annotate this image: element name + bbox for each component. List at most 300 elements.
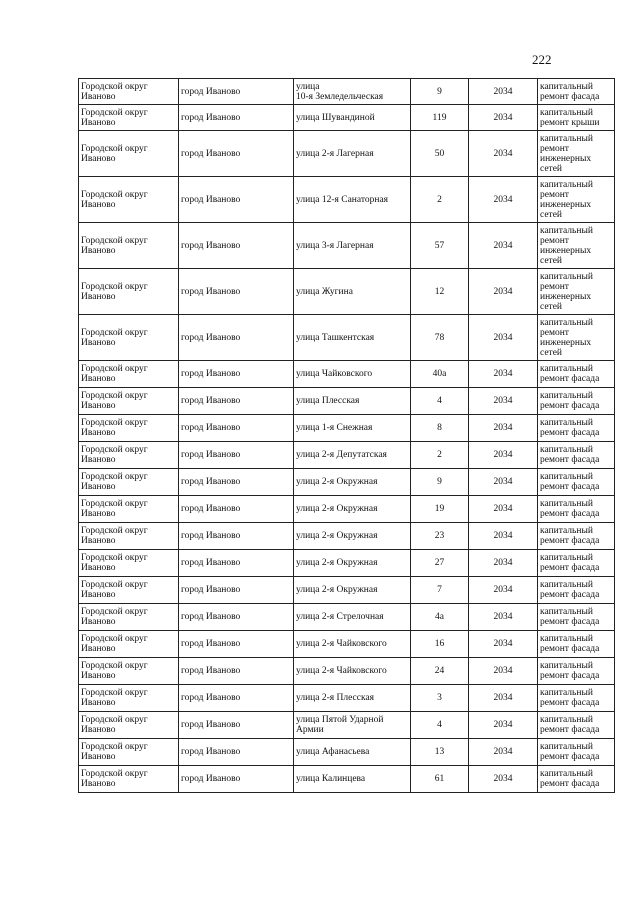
street-cell-text: улица 3-я Лагерная [296, 240, 374, 251]
city-cell [179, 604, 294, 631]
house-number-cell-text: 23 [434, 531, 445, 541]
district-cell-text: Городской округ Иваново [81, 281, 148, 302]
street-cell [294, 79, 411, 105]
house-number-cell-text: 8 [437, 423, 442, 433]
year-cell-text: 2034 [493, 396, 513, 406]
street-cell-text: улица Жугина [296, 286, 353, 297]
year-cell-text: 2034 [493, 194, 513, 205]
street-cell [294, 712, 411, 739]
district-cell-text: Городской округ Иваново [81, 661, 148, 681]
work-type-cell [538, 177, 615, 223]
table-row [79, 361, 615, 388]
work-type-cell [538, 739, 615, 766]
table-row [79, 388, 615, 415]
city-cell-text: город Иваново [181, 240, 241, 251]
city-cell [179, 550, 294, 577]
district-cell-text: Городской округ Иваново [81, 499, 148, 519]
street-cell-text: улица Афанасьева [296, 747, 370, 757]
year-cell [469, 685, 538, 712]
year-cell [469, 631, 538, 658]
house-number-cell [411, 415, 469, 442]
work-type-cell [538, 766, 615, 793]
year-cell-text: 2034 [493, 477, 513, 487]
house-number-cell-text: 2 [437, 194, 442, 205]
district-cell [79, 223, 179, 269]
district-cell [79, 496, 179, 523]
district-cell [79, 177, 179, 223]
table-row [79, 550, 615, 577]
house-number-cell [411, 79, 469, 105]
table-row [79, 496, 615, 523]
district-cell [79, 685, 179, 712]
work-type-cell [538, 577, 615, 604]
year-cell [469, 550, 538, 577]
year-cell-text: 2034 [493, 693, 513, 703]
street-cell [294, 523, 411, 550]
city-cell [179, 177, 294, 223]
district-cell [79, 739, 179, 766]
city-cell [179, 523, 294, 550]
work-type-cell [538, 658, 615, 685]
work-type-cell-text: капитальный ремонт фасада [540, 580, 600, 600]
work-type-cell-text: капитальный ремонт фасада [540, 364, 600, 384]
work-type-cell-text: капитальный ремонт фасада [540, 607, 600, 627]
table-row [79, 269, 615, 315]
district-cell [79, 415, 179, 442]
city-cell [179, 269, 294, 315]
year-cell-text: 2034 [493, 666, 513, 676]
table-row [79, 79, 615, 105]
city-cell [179, 496, 294, 523]
district-cell-text: Городской округ Иваново [81, 634, 148, 654]
house-number-cell [411, 766, 469, 793]
city-cell-text: город Иваново [181, 112, 241, 123]
street-cell-text: улица Чайковского [296, 369, 373, 379]
year-cell [469, 658, 538, 685]
district-cell-text: Городской округ Иваново [81, 472, 148, 492]
district-cell [79, 631, 179, 658]
city-cell-text: город Иваново [181, 332, 241, 343]
street-cell [294, 269, 411, 315]
table-row [79, 739, 615, 766]
table-row [79, 442, 615, 469]
house-number-cell-text: 50 [434, 148, 445, 159]
year-cell [469, 604, 538, 631]
house-number-cell [411, 523, 469, 550]
city-cell [179, 766, 294, 793]
year-cell-text: 2034 [493, 148, 513, 159]
street-cell-text: улица Плесская [296, 396, 360, 406]
district-cell [79, 315, 179, 361]
street-cell-text: улица 2-я Стрелочная [296, 612, 384, 622]
city-cell [179, 685, 294, 712]
work-type-cell-text: капитальный ремонт инженерных сетей [540, 317, 593, 358]
house-number-cell-text: 13 [434, 747, 445, 757]
street-cell-text: улица 2-я Окружная [296, 477, 378, 487]
year-cell-text: 2034 [493, 286, 513, 297]
work-type-cell-text: капитальный ремонт фасада [540, 661, 600, 681]
house-number-cell-text: 4а [435, 612, 444, 622]
house-number-cell [411, 442, 469, 469]
district-cell-text: Городской округ Иваново [81, 81, 148, 102]
table-row [79, 766, 615, 793]
work-type-cell [538, 469, 615, 496]
table-row [79, 577, 615, 604]
city-cell [179, 442, 294, 469]
house-number-cell-text: 7 [437, 585, 442, 595]
district-cell-text: Городской округ Иваново [81, 769, 148, 789]
street-cell [294, 388, 411, 415]
work-type-cell-text: капитальный ремонт фасада [540, 769, 600, 789]
city-cell [179, 361, 294, 388]
street-cell [294, 105, 411, 131]
city-cell-text: город Иваново [181, 612, 241, 622]
district-cell-text: Городской округ Иваново [81, 742, 148, 762]
city-cell [179, 315, 294, 361]
work-type-cell [538, 269, 615, 315]
year-cell [469, 496, 538, 523]
year-cell-text: 2034 [493, 240, 513, 251]
year-cell [469, 315, 538, 361]
house-number-cell-text: 19 [434, 504, 445, 514]
district-cell-text: Городской округ Иваново [81, 445, 148, 465]
district-cell [79, 79, 179, 105]
year-cell-text: 2034 [493, 639, 513, 649]
table-row [79, 685, 615, 712]
city-cell [179, 631, 294, 658]
work-type-cell [538, 131, 615, 177]
house-number-cell [411, 550, 469, 577]
year-cell [469, 712, 538, 739]
year-cell-text: 2034 [493, 450, 513, 460]
city-cell-text: город Иваново [181, 666, 241, 676]
street-cell-text: улица 12-я Санаторная [296, 194, 389, 205]
work-type-cell [538, 105, 615, 131]
district-cell [79, 269, 179, 315]
street-cell [294, 685, 411, 712]
street-cell [294, 223, 411, 269]
house-number-cell-text: 12 [434, 286, 445, 297]
work-type-cell-text: капитальный ремонт фасада [540, 472, 600, 492]
year-cell [469, 388, 538, 415]
house-number-cell-text: 61 [434, 774, 445, 784]
table-row [79, 177, 615, 223]
district-cell-text: Городской округ Иваново [81, 107, 148, 128]
district-cell-text: Городской округ Иваново [81, 143, 148, 164]
street-cell-text: улица Ташкентская [296, 332, 375, 343]
house-number-cell [411, 361, 469, 388]
house-number-cell [411, 269, 469, 315]
table-row [79, 523, 615, 550]
city-cell [179, 131, 294, 177]
house-number-cell [411, 223, 469, 269]
year-cell-text: 2034 [493, 423, 513, 433]
city-cell [179, 658, 294, 685]
year-cell-text: 2034 [493, 747, 513, 757]
city-cell [179, 415, 294, 442]
city-cell-text: город Иваново [181, 720, 241, 730]
house-number-cell [411, 685, 469, 712]
street-cell [294, 739, 411, 766]
work-type-cell-text: капитальный ремонт фасада [540, 688, 600, 708]
district-cell-text: Городской округ Иваново [81, 580, 148, 600]
district-cell [79, 712, 179, 739]
street-cell [294, 631, 411, 658]
street-cell-text: улица Калинцева [296, 774, 366, 784]
work-type-cell [538, 523, 615, 550]
work-type-cell-text: капитальный ремонт фасада [540, 499, 600, 519]
street-cell-text: улица Пятой Ударной Армии [296, 715, 384, 735]
year-cell-text: 2034 [493, 369, 513, 379]
city-cell-text: город Иваново [181, 423, 241, 433]
city-cell-text: город Иваново [181, 369, 241, 379]
house-number-cell-text: 57 [434, 240, 445, 251]
street-cell [294, 442, 411, 469]
work-type-cell [538, 223, 615, 269]
city-cell-text: город Иваново [181, 86, 241, 97]
work-type-cell-text: капитальный ремонт инженерных сетей [540, 179, 593, 220]
year-cell [469, 105, 538, 131]
year-cell-text: 2034 [493, 86, 513, 97]
work-type-cell [538, 712, 615, 739]
work-type-cell-text: капитальный ремонт фасада [540, 391, 600, 411]
work-type-cell-text: капитальный ремонт фасада [540, 715, 600, 735]
year-cell [469, 177, 538, 223]
street-cell-text: улица 2-я Чайковского [296, 639, 387, 649]
district-cell [79, 523, 179, 550]
work-type-cell [538, 496, 615, 523]
district-cell [79, 550, 179, 577]
street-cell [294, 766, 411, 793]
city-cell-text: город Иваново [181, 531, 241, 541]
work-type-cell [538, 361, 615, 388]
city-cell [179, 105, 294, 131]
street-cell-text: улица 2-я Лагерная [296, 148, 374, 159]
work-type-cell-text: капитальный ремонт фасада [540, 418, 600, 438]
district-cell [79, 442, 179, 469]
street-cell-text: улица 2-я Чайковского [296, 666, 387, 676]
house-number-cell-text: 4 [437, 720, 442, 730]
work-type-cell [538, 79, 615, 105]
street-cell [294, 496, 411, 523]
house-number-cell [411, 604, 469, 631]
year-cell [469, 361, 538, 388]
street-cell-text: улица 2-я Окружная [296, 531, 378, 541]
house-number-cell [411, 177, 469, 223]
repair-schedule-table [78, 78, 615, 793]
district-cell-text: Городской округ Иваново [81, 327, 148, 348]
street-cell [294, 604, 411, 631]
table-row [79, 469, 615, 496]
city-cell-text: город Иваново [181, 693, 241, 703]
year-cell [469, 577, 538, 604]
work-type-cell-text: капитальный ремонт фасада [540, 553, 600, 573]
year-cell [469, 469, 538, 496]
street-cell [294, 658, 411, 685]
city-cell [179, 388, 294, 415]
year-cell [469, 79, 538, 105]
table-row [79, 223, 615, 269]
city-cell [179, 469, 294, 496]
district-cell-text: Городской округ Иваново [81, 607, 148, 627]
year-cell-text: 2034 [493, 774, 513, 784]
table-row [79, 631, 615, 658]
year-cell-text: 2034 [493, 558, 513, 568]
street-cell [294, 550, 411, 577]
street-cell-text: улица 2-я Окружная [296, 558, 378, 568]
street-cell [294, 415, 411, 442]
street-cell [294, 361, 411, 388]
house-number-cell-text: 16 [434, 639, 445, 649]
city-cell [179, 712, 294, 739]
city-cell [179, 223, 294, 269]
work-type-cell [538, 415, 615, 442]
district-cell [79, 604, 179, 631]
work-type-cell-text: капитальный ремонт инженерных сетей [540, 133, 593, 174]
street-cell [294, 177, 411, 223]
year-cell [469, 766, 538, 793]
city-cell [179, 577, 294, 604]
district-cell [79, 361, 179, 388]
city-cell-text: город Иваново [181, 194, 241, 205]
work-type-cell-text: капитальный ремонт инженерных сетей [540, 271, 593, 312]
year-cell [469, 523, 538, 550]
work-type-cell [538, 388, 615, 415]
district-cell-text: Городской округ Иваново [81, 235, 148, 256]
district-cell [79, 658, 179, 685]
house-number-cell [411, 105, 469, 131]
city-cell-text: город Иваново [181, 558, 241, 568]
house-number-cell-text: 3 [437, 693, 442, 703]
city-cell-text: город Иваново [181, 396, 241, 406]
district-cell-text: Городской округ Иваново [81, 391, 148, 411]
city-cell-text: город Иваново [181, 639, 241, 649]
city-cell-text: город Иваново [181, 477, 241, 487]
work-type-cell-text: капитальный ремонт инженерных сетей [540, 225, 593, 266]
house-number-cell-text: 27 [434, 558, 445, 568]
house-number-cell-text: 9 [437, 86, 442, 97]
year-cell-text: 2034 [493, 531, 513, 541]
house-number-cell [411, 631, 469, 658]
house-number-cell [411, 131, 469, 177]
district-cell-text: Городской округ Иваново [81, 364, 148, 384]
city-cell-text: город Иваново [181, 504, 241, 514]
house-number-cell-text: 2 [437, 450, 442, 460]
page-number: 222 [532, 52, 552, 67]
work-type-cell-text: капитальный ремонт фасада [540, 445, 600, 465]
house-number-cell [411, 712, 469, 739]
district-cell-text: Городской округ Иваново [81, 688, 148, 708]
district-cell-text: Городской округ Иваново [81, 418, 148, 438]
street-cell-text: улица 1-я Снежная [296, 423, 373, 433]
house-number-cell-text: 119 [432, 112, 447, 123]
street-cell [294, 577, 411, 604]
year-cell [469, 269, 538, 315]
district-cell [79, 766, 179, 793]
street-cell-text: улица 10-я Земледельческая [296, 81, 384, 102]
year-cell [469, 739, 538, 766]
table-row [79, 415, 615, 442]
street-cell-text: улица 2-я Окружная [296, 504, 378, 514]
district-cell [79, 388, 179, 415]
work-type-cell [538, 631, 615, 658]
work-type-cell-text: капитальный ремонт фасада [540, 81, 600, 102]
year-cell [469, 223, 538, 269]
house-number-cell [411, 388, 469, 415]
street-cell-text: улица 2-я Депутатская [296, 450, 387, 460]
district-cell [79, 577, 179, 604]
house-number-cell [411, 739, 469, 766]
table-row [79, 712, 615, 739]
city-cell-text: город Иваново [181, 450, 241, 460]
city-cell-text: город Иваново [181, 774, 241, 784]
work-type-cell [538, 604, 615, 631]
district-cell [79, 131, 179, 177]
year-cell [469, 415, 538, 442]
district-cell [79, 469, 179, 496]
year-cell-text: 2034 [493, 504, 513, 514]
house-number-cell-text: 9 [437, 477, 442, 487]
city-cell [179, 79, 294, 105]
street-cell [294, 315, 411, 361]
district-cell [79, 105, 179, 131]
house-number-cell-text: 78 [434, 332, 445, 343]
district-cell-text: Городской округ Иваново [81, 715, 148, 735]
city-cell [179, 739, 294, 766]
street-cell-text: улица 2-я Окружная [296, 585, 378, 595]
house-number-cell-text: 40а [432, 369, 447, 379]
house-number-cell [411, 496, 469, 523]
street-cell-text: улица 2-я Плесская [296, 693, 375, 703]
street-cell [294, 131, 411, 177]
city-cell-text: город Иваново [181, 585, 241, 595]
city-cell-text: город Иваново [181, 286, 241, 297]
district-cell-text: Городской округ Иваново [81, 526, 148, 546]
work-type-cell-text: капитальный ремонт фасада [540, 526, 600, 546]
street-cell-text: улица Шувандиной [296, 112, 375, 123]
year-cell-text: 2034 [493, 585, 513, 595]
city-cell-text: город Иваново [181, 148, 241, 159]
city-cell-text: город Иваново [181, 747, 241, 757]
house-number-cell [411, 658, 469, 685]
year-cell [469, 442, 538, 469]
work-type-cell [538, 685, 615, 712]
year-cell-text: 2034 [493, 612, 513, 622]
table-body [79, 79, 615, 793]
work-type-cell [538, 550, 615, 577]
house-number-cell-text: 4 [437, 396, 442, 406]
house-number-cell [411, 315, 469, 361]
work-type-cell-text: капитальный ремонт фасада [540, 742, 600, 762]
table-row [79, 131, 615, 177]
year-cell-text: 2034 [493, 720, 513, 730]
table-row [79, 604, 615, 631]
table-row [79, 315, 615, 361]
street-cell [294, 469, 411, 496]
district-cell-text: Городской округ Иваново [81, 553, 148, 573]
house-number-cell-text: 24 [434, 666, 445, 676]
work-type-cell [538, 315, 615, 361]
table-row [79, 658, 615, 685]
year-cell-text: 2034 [493, 112, 513, 123]
house-number-cell [411, 469, 469, 496]
work-type-cell-text: капитальный ремонт крыши [540, 107, 600, 128]
work-type-cell [538, 442, 615, 469]
district-cell-text: Городской округ Иваново [81, 189, 148, 210]
year-cell [469, 131, 538, 177]
table-row [79, 105, 615, 131]
work-type-cell-text: капитальный ремонт фасада [540, 634, 600, 654]
